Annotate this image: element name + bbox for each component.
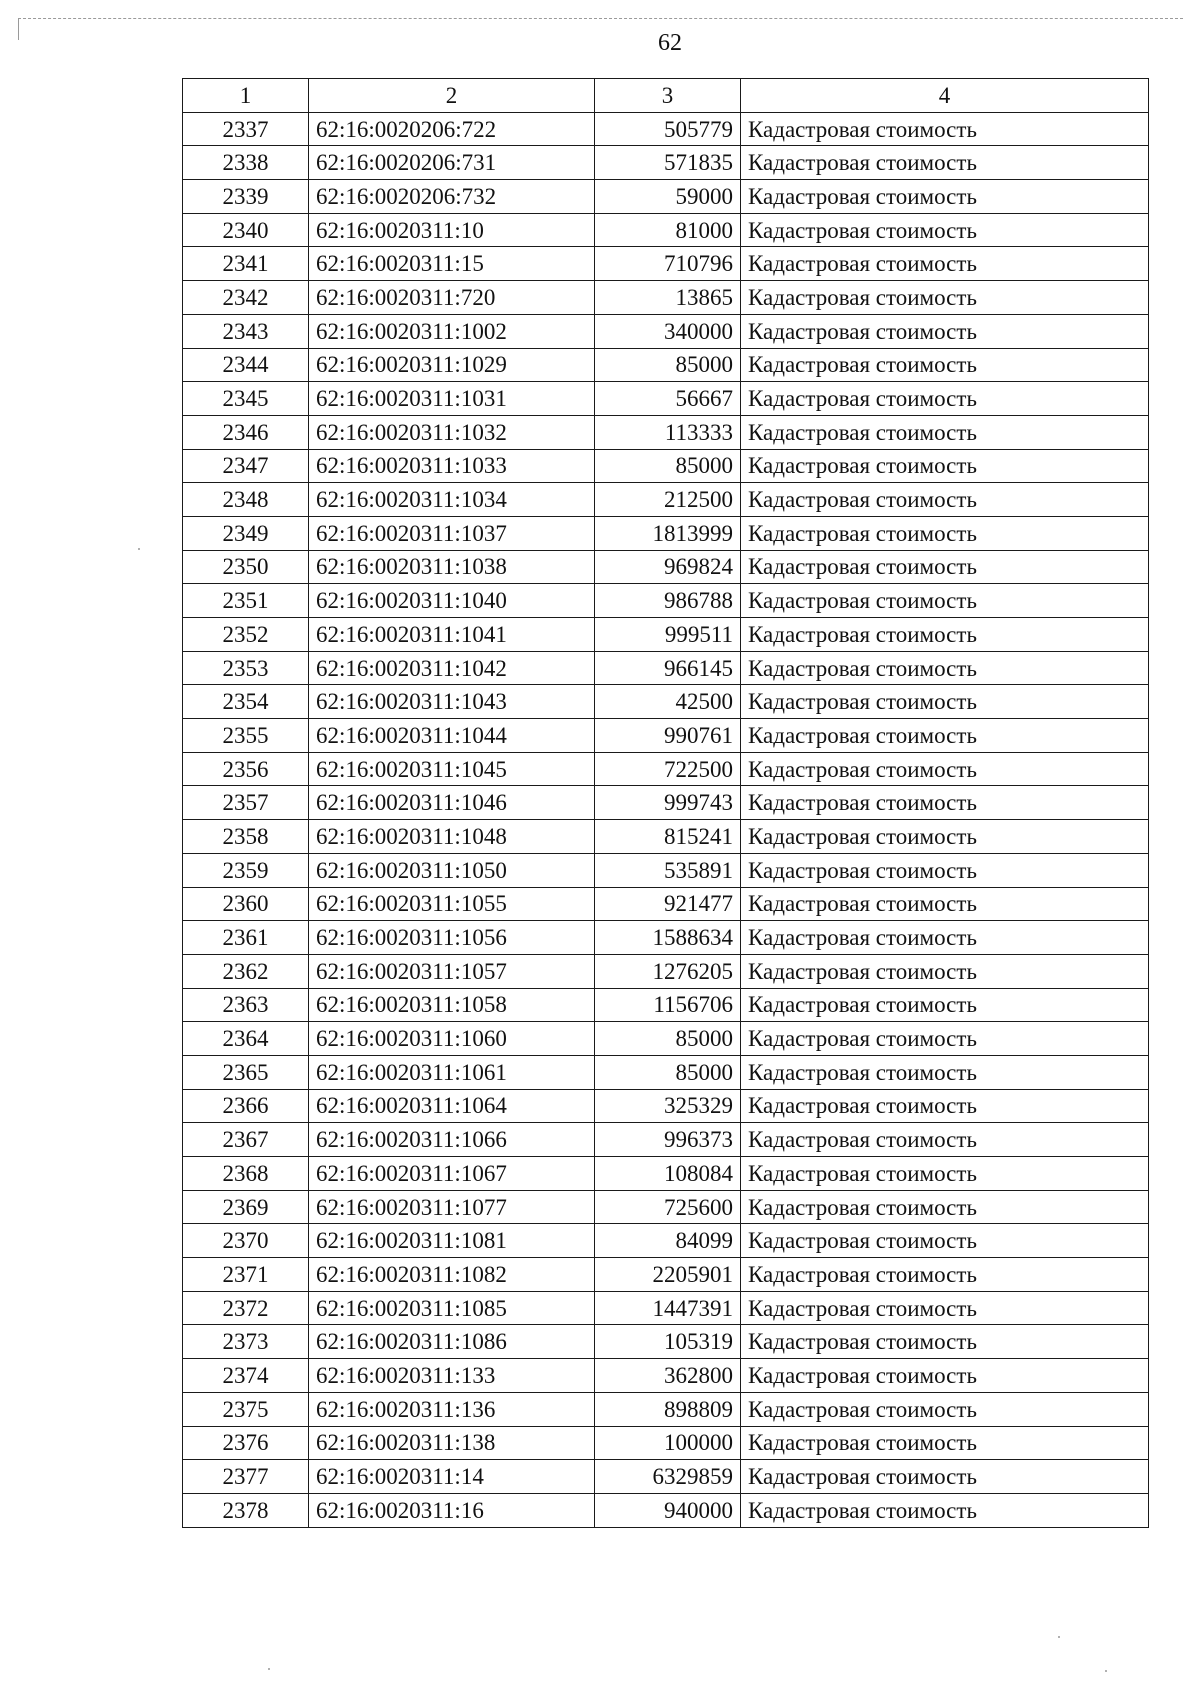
row-number-cell: 2352 (183, 618, 309, 652)
value-type-cell: Кадастровая стоимость (741, 954, 1149, 988)
value-type-cell: Кадастровая стоимость (741, 1055, 1149, 1089)
cadastral-number-cell: 62:16:0020206:732 (309, 180, 595, 214)
cadastral-number-cell: 62:16:0020311:1037 (309, 516, 595, 550)
cadastral-number-cell: 62:16:0020311:1066 (309, 1123, 595, 1157)
table-row (183, 1089, 1149, 1123)
scan-speck (268, 1668, 270, 1670)
row-number-cell: 2353 (183, 651, 309, 685)
value-type-cell: Кадастровая стоимость (741, 1460, 1149, 1494)
cadastral-number-cell: 62:16:0020311:138 (309, 1426, 595, 1460)
value-type-cell: Кадастровая стоимость (741, 1224, 1149, 1258)
cadastral-number-cell: 62:16:0020311:1046 (309, 786, 595, 820)
value-cell: 85000 (595, 1055, 741, 1089)
row-number-cell: 2339 (183, 180, 309, 214)
value-type-cell: Кадастровая стоимость (741, 1426, 1149, 1460)
value-type-cell: Кадастровая стоимость (741, 1089, 1149, 1123)
cadastral-number-cell: 62:16:0020311:1082 (309, 1258, 595, 1292)
value-cell: 1276205 (595, 954, 741, 988)
value-cell: 108084 (595, 1157, 741, 1191)
value-cell: 85000 (595, 348, 741, 382)
cadastral-number-cell: 62:16:0020311:1064 (309, 1089, 595, 1123)
value-type-cell: Кадастровая стоимость (741, 180, 1149, 214)
value-type-cell: Кадастровая стоимость (741, 1157, 1149, 1191)
row-number-cell: 2348 (183, 483, 309, 517)
table-row (183, 247, 1149, 281)
row-number-cell: 2347 (183, 449, 309, 483)
table-row (183, 1022, 1149, 1056)
value-type-cell: Кадастровая стоимость (741, 1291, 1149, 1325)
column-header-1: 1 (183, 79, 309, 113)
row-number-cell: 2370 (183, 1224, 309, 1258)
cadastral-number-cell: 62:16:0020311:1085 (309, 1291, 595, 1325)
value-cell: 921477 (595, 887, 741, 921)
table-row (183, 1325, 1149, 1359)
cadastral-number-cell: 62:16:0020311:1032 (309, 415, 595, 449)
row-number-cell: 2349 (183, 516, 309, 550)
value-type-cell: Кадастровая стоимость (741, 449, 1149, 483)
row-number-cell: 2362 (183, 954, 309, 988)
row-number-cell: 2338 (183, 146, 309, 180)
table-row (183, 921, 1149, 955)
row-number-cell: 2354 (183, 685, 309, 719)
value-type-cell: Кадастровая стоимость (741, 281, 1149, 315)
cadastral-number-cell: 62:16:0020311:1055 (309, 887, 595, 921)
value-type-cell: Кадастровая стоимость (741, 685, 1149, 719)
table-row (183, 281, 1149, 315)
row-number-cell: 2373 (183, 1325, 309, 1359)
row-number-cell: 2365 (183, 1055, 309, 1089)
row-number-cell: 2363 (183, 988, 309, 1022)
cadastral-number-cell: 62:16:0020311:1060 (309, 1022, 595, 1056)
table-row (183, 988, 1149, 1022)
row-number-cell: 2344 (183, 348, 309, 382)
column-header-4: 4 (741, 79, 1149, 113)
value-type-cell: Кадастровая стоимость (741, 213, 1149, 247)
column-header-3: 3 (595, 79, 741, 113)
row-number-cell: 2366 (183, 1089, 309, 1123)
table-row (183, 516, 1149, 550)
value-cell: 722500 (595, 752, 741, 786)
cadastral-number-cell: 62:16:0020206:731 (309, 146, 595, 180)
table-row (183, 1460, 1149, 1494)
cadastral-value-table (182, 78, 1149, 1528)
cadastral-number-cell: 62:16:0020311:1040 (309, 584, 595, 618)
value-type-cell: Кадастровая стоимость (741, 1190, 1149, 1224)
value-cell: 6329859 (595, 1460, 741, 1494)
cadastral-number-cell: 62:16:0020311:1034 (309, 483, 595, 517)
table-row (183, 651, 1149, 685)
cadastral-number-cell: 62:16:0020311:1043 (309, 685, 595, 719)
value-cell: 505779 (595, 112, 741, 146)
value-type-cell: Кадастровая стоимость (741, 1123, 1149, 1157)
row-number-cell: 2355 (183, 719, 309, 753)
value-cell: 940000 (595, 1493, 741, 1527)
value-cell: 710796 (595, 247, 741, 281)
value-type-cell: Кадастровая стоимость (741, 1392, 1149, 1426)
row-number-cell: 2350 (183, 550, 309, 584)
table-row (183, 213, 1149, 247)
row-number-cell: 2341 (183, 247, 309, 281)
cadastral-number-cell: 62:16:0020311:16 (309, 1493, 595, 1527)
value-type-cell: Кадастровая стоимость (741, 752, 1149, 786)
value-type-cell: Кадастровая стоимость (741, 1022, 1149, 1056)
cadastral-number-cell: 62:16:0020311:1056 (309, 921, 595, 955)
value-cell: 535891 (595, 853, 741, 887)
value-type-cell: Кадастровая стоимость (741, 853, 1149, 887)
table-row (183, 954, 1149, 988)
value-cell: 571835 (595, 146, 741, 180)
value-cell: 999743 (595, 786, 741, 820)
cadastral-number-cell: 62:16:0020311:1038 (309, 550, 595, 584)
value-type-cell: Кадастровая стоимость (741, 584, 1149, 618)
row-number-cell: 2351 (183, 584, 309, 618)
value-cell: 113333 (595, 415, 741, 449)
cadastral-number-cell: 62:16:0020311:1057 (309, 954, 595, 988)
value-type-cell: Кадастровая стоимость (741, 348, 1149, 382)
cadastral-number-cell: 62:16:0020311:1042 (309, 651, 595, 685)
value-cell: 100000 (595, 1426, 741, 1460)
row-number-cell: 2376 (183, 1426, 309, 1460)
cadastral-number-cell: 62:16:0020311:1058 (309, 988, 595, 1022)
cadastral-number-cell: 62:16:0020311:1031 (309, 382, 595, 416)
value-type-cell: Кадастровая стоимость (741, 719, 1149, 753)
value-type-cell: Кадастровая стоимость (741, 146, 1149, 180)
table-row (183, 1157, 1149, 1191)
cadastral-number-cell: 62:16:0020311:15 (309, 247, 595, 281)
value-cell: 966145 (595, 651, 741, 685)
scan-speck (138, 548, 140, 550)
table-row (183, 1258, 1149, 1292)
table-row (183, 752, 1149, 786)
value-cell: 325329 (595, 1089, 741, 1123)
row-number-cell: 2342 (183, 281, 309, 315)
value-cell: 105319 (595, 1325, 741, 1359)
value-cell: 56667 (595, 382, 741, 416)
row-number-cell: 2360 (183, 887, 309, 921)
value-type-cell: Кадастровая стоимость (741, 988, 1149, 1022)
value-type-cell: Кадастровая стоимость (741, 651, 1149, 685)
value-cell: 1447391 (595, 1291, 741, 1325)
cadastral-number-cell: 62:16:0020311:1045 (309, 752, 595, 786)
row-number-cell: 2356 (183, 752, 309, 786)
cadastral-number-cell: 62:16:0020206:722 (309, 112, 595, 146)
row-number-cell: 2358 (183, 820, 309, 854)
table-row (183, 887, 1149, 921)
table-row (183, 449, 1149, 483)
value-type-cell: Кадастровая стоимость (741, 247, 1149, 281)
value-cell: 725600 (595, 1190, 741, 1224)
value-cell: 986788 (595, 584, 741, 618)
row-number-cell: 2357 (183, 786, 309, 820)
value-cell: 2205901 (595, 1258, 741, 1292)
row-number-cell: 2359 (183, 853, 309, 887)
value-cell: 362800 (595, 1359, 741, 1393)
row-number-cell: 2367 (183, 1123, 309, 1157)
row-number-cell: 2364 (183, 1022, 309, 1056)
table-row (183, 584, 1149, 618)
cadastral-number-cell: 62:16:0020311:1061 (309, 1055, 595, 1089)
table-row (183, 1426, 1149, 1460)
table-row (183, 1493, 1149, 1527)
row-number-cell: 2368 (183, 1157, 309, 1191)
cadastral-number-cell: 62:16:0020311:1077 (309, 1190, 595, 1224)
table-row (183, 382, 1149, 416)
table-row (183, 685, 1149, 719)
scan-speck (1058, 1636, 1060, 1638)
cadastral-number-cell: 62:16:0020311:1041 (309, 618, 595, 652)
cadastral-number-cell: 62:16:0020311:720 (309, 281, 595, 315)
value-cell: 815241 (595, 820, 741, 854)
table-row (183, 820, 1149, 854)
cadastral-number-cell: 62:16:0020311:1081 (309, 1224, 595, 1258)
value-cell: 42500 (595, 685, 741, 719)
value-cell: 13865 (595, 281, 741, 315)
row-number-cell: 2372 (183, 1291, 309, 1325)
value-cell: 340000 (595, 314, 741, 348)
table-row (183, 786, 1149, 820)
value-cell: 1156706 (595, 988, 741, 1022)
cadastral-number-cell: 62:16:0020311:1048 (309, 820, 595, 854)
row-number-cell: 2377 (183, 1460, 309, 1494)
table-row (183, 550, 1149, 584)
value-cell: 999511 (595, 618, 741, 652)
value-cell: 81000 (595, 213, 741, 247)
row-number-cell: 2369 (183, 1190, 309, 1224)
table-row (183, 348, 1149, 382)
value-cell: 85000 (595, 1022, 741, 1056)
cadastral-number-cell: 62:16:0020311:1002 (309, 314, 595, 348)
table-row (183, 1055, 1149, 1089)
value-type-cell: Кадастровая стоимость (741, 887, 1149, 921)
value-type-cell: Кадастровая стоимость (741, 550, 1149, 584)
table-row (183, 415, 1149, 449)
value-type-cell: Кадастровая стоимость (741, 483, 1149, 517)
cadastral-number-cell: 62:16:0020311:1044 (309, 719, 595, 753)
table-row (183, 853, 1149, 887)
value-type-cell: Кадастровая стоимость (741, 1325, 1149, 1359)
value-type-cell: Кадастровая стоимость (741, 112, 1149, 146)
table-body (183, 112, 1149, 1527)
table-row (183, 1123, 1149, 1157)
value-type-cell: Кадастровая стоимость (741, 618, 1149, 652)
cadastral-number-cell: 62:16:0020311:10 (309, 213, 595, 247)
value-cell: 1588634 (595, 921, 741, 955)
value-cell: 85000 (595, 449, 741, 483)
value-cell: 1813999 (595, 516, 741, 550)
value-type-cell: Кадастровая стоимость (741, 820, 1149, 854)
cadastral-number-cell: 62:16:0020311:1050 (309, 853, 595, 887)
cadastral-number-cell: 62:16:0020311:136 (309, 1392, 595, 1426)
table-row (183, 483, 1149, 517)
value-type-cell: Кадастровая стоимость (741, 1359, 1149, 1393)
row-number-cell: 2361 (183, 921, 309, 955)
value-type-cell: Кадастровая стоимость (741, 921, 1149, 955)
cadastral-number-cell: 62:16:0020311:133 (309, 1359, 595, 1393)
page-number: 62 (658, 30, 682, 56)
table-row (183, 146, 1149, 180)
table-row (183, 1291, 1149, 1325)
table-row (183, 1190, 1149, 1224)
row-number-cell: 2378 (183, 1493, 309, 1527)
row-number-cell: 2337 (183, 112, 309, 146)
table-row (183, 314, 1149, 348)
row-number-cell: 2374 (183, 1359, 309, 1393)
row-number-cell: 2371 (183, 1258, 309, 1292)
value-cell: 84099 (595, 1224, 741, 1258)
row-number-cell: 2346 (183, 415, 309, 449)
row-number-cell: 2375 (183, 1392, 309, 1426)
table-row (183, 1224, 1149, 1258)
column-header-2: 2 (309, 79, 595, 113)
value-type-cell: Кадастровая стоимость (741, 314, 1149, 348)
table-row (183, 1359, 1149, 1393)
table-row (183, 180, 1149, 214)
value-cell: 59000 (595, 180, 741, 214)
value-type-cell: Кадастровая стоимость (741, 415, 1149, 449)
table-row (183, 719, 1149, 753)
cadastral-number-cell: 62:16:0020311:1029 (309, 348, 595, 382)
row-number-cell: 2343 (183, 314, 309, 348)
table-row (183, 1392, 1149, 1426)
table-row (183, 112, 1149, 146)
scan-speck (1105, 1670, 1107, 1672)
row-number-cell: 2340 (183, 213, 309, 247)
cadastral-number-cell: 62:16:0020311:1086 (309, 1325, 595, 1359)
value-cell: 990761 (595, 719, 741, 753)
value-type-cell: Кадастровая стоимость (741, 786, 1149, 820)
scan-top-edge-line (18, 18, 1183, 19)
cadastral-number-cell: 62:16:0020311:1033 (309, 449, 595, 483)
value-cell: 969824 (595, 550, 741, 584)
table-header-row (183, 79, 1149, 113)
row-number-cell: 2345 (183, 382, 309, 416)
value-type-cell: Кадастровая стоимость (741, 382, 1149, 416)
value-cell: 898809 (595, 1392, 741, 1426)
value-cell: 996373 (595, 1123, 741, 1157)
cadastral-number-cell: 62:16:0020311:14 (309, 1460, 595, 1494)
table-row (183, 618, 1149, 652)
cadastral-number-cell: 62:16:0020311:1067 (309, 1157, 595, 1191)
value-type-cell: Кадастровая стоимость (741, 1258, 1149, 1292)
value-cell: 212500 (595, 483, 741, 517)
value-type-cell: Кадастровая стоимость (741, 1493, 1149, 1527)
value-type-cell: Кадастровая стоимость (741, 516, 1149, 550)
